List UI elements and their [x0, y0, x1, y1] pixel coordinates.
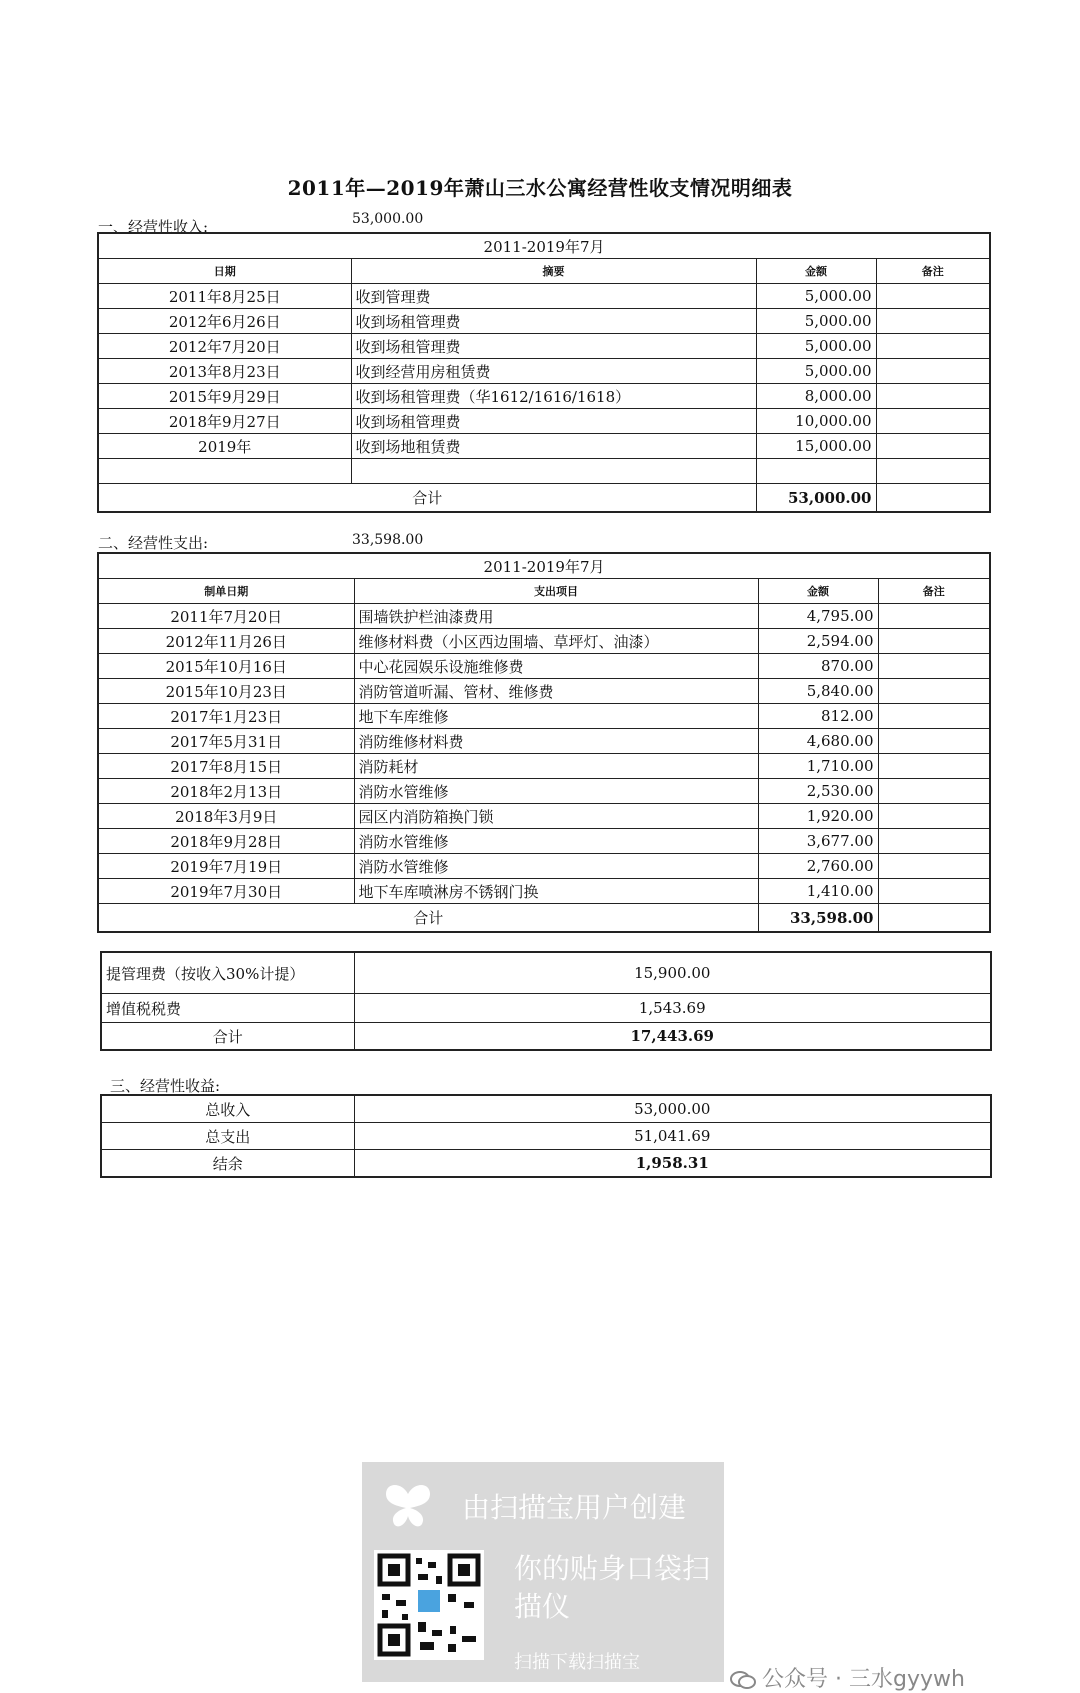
row-note [878, 704, 990, 729]
income-total-note [876, 484, 990, 513]
row-desc: 维修材料费（小区西边围墙、草坪灯、油漆） [354, 629, 758, 654]
row-desc: 消防耗材 [354, 754, 758, 779]
butterfly-icon [382, 1480, 434, 1532]
row-note [876, 334, 990, 359]
row-date: 2018年9月28日 [98, 829, 354, 854]
row-note [876, 359, 990, 384]
table-row [98, 284, 990, 309]
vat-amount: 1,543.69 [354, 994, 991, 1023]
row-desc: 地下车库喷淋房不锈钢门换 [354, 879, 758, 904]
row-amount: 5,000.00 [756, 309, 876, 334]
total-income-amount: 53,000.00 [354, 1095, 991, 1123]
watermark-line1: 由扫描宝用户创建 [462, 1491, 687, 1524]
row-date [98, 459, 351, 484]
table-row [98, 754, 990, 779]
row-note [878, 629, 990, 654]
expense-period: 2011-2019年7月 [98, 553, 990, 579]
row-desc: 围墙铁护栏油漆费用 [354, 604, 758, 629]
table-row [101, 1123, 991, 1150]
row-date: 2015年10月16日 [98, 654, 354, 679]
row-date: 2013年8月23日 [98, 359, 351, 384]
footer-text: 公众号 · 三水gyywh [762, 1667, 965, 1692]
expense-total-label: 合计 [98, 904, 758, 933]
profit-heading: 三、经营性收益: [110, 1077, 221, 1095]
table-row [101, 994, 991, 1023]
table-row [98, 409, 990, 434]
table-row [98, 384, 990, 409]
table-row [98, 309, 990, 334]
row-amount: 5,000.00 [756, 359, 876, 384]
row-amount: 8,000.00 [756, 384, 876, 409]
row-date: 2012年6月26日 [98, 309, 351, 334]
row-amount: 1,920.00 [758, 804, 878, 829]
row-note [876, 384, 990, 409]
row-amount: 5,000.00 [756, 284, 876, 309]
table-row [98, 654, 990, 679]
row-desc: 收到管理费 [351, 284, 756, 309]
row-desc: 地下车库维修 [354, 704, 758, 729]
row-desc: 收到场租管理费 [351, 409, 756, 434]
row-date: 2018年9月27日 [98, 409, 351, 434]
row-amount: 1,710.00 [758, 754, 878, 779]
wechat-footer [730, 1662, 965, 1693]
row-desc: 消防水管维修 [354, 829, 758, 854]
mgmt-fee-label: 提管理费（按收入30%计提） [101, 952, 354, 994]
income-total-label: 合计 [98, 484, 756, 513]
table-row [101, 952, 991, 994]
expense-header-amount: 金额 [758, 579, 878, 604]
row-note [878, 654, 990, 679]
row-note [876, 284, 990, 309]
row-date: 2017年8月15日 [98, 754, 354, 779]
row-note [878, 679, 990, 704]
row-note [878, 854, 990, 879]
row-date: 2015年9月29日 [98, 384, 351, 409]
row-desc: 消防维修材料费 [354, 729, 758, 754]
table-row [98, 334, 990, 359]
row-amount: 5,000.00 [756, 334, 876, 359]
table-row [98, 629, 990, 654]
row-date: 2018年3月9日 [98, 804, 354, 829]
row-amount [756, 459, 876, 484]
table-row [98, 779, 990, 804]
expense-amount: 33,598.00 [352, 532, 424, 548]
scanner-watermark [362, 1462, 724, 1682]
table-row [98, 459, 990, 484]
total-income-label: 总收入 [101, 1095, 354, 1123]
row-date: 2011年7月20日 [98, 604, 354, 629]
row-note [878, 779, 990, 804]
expense-header-date: 制单日期 [98, 579, 354, 604]
table-row [101, 1095, 991, 1123]
table-row [98, 804, 990, 829]
expense-header-note: 备注 [878, 579, 990, 604]
row-desc [351, 459, 756, 484]
table-row [98, 704, 990, 729]
total-expense-amount: 51,041.69 [354, 1123, 991, 1150]
table-row [98, 879, 990, 904]
expense-heading: 二、经营性支出: [98, 534, 209, 552]
table-row [98, 679, 990, 704]
row-desc: 收到场租管理费 [351, 309, 756, 334]
other-total-label: 合计 [101, 1023, 354, 1051]
row-desc: 园区内消防箱换门锁 [354, 804, 758, 829]
row-amount: 4,795.00 [758, 604, 878, 629]
expense-table [97, 552, 991, 933]
row-desc: 消防水管维修 [354, 779, 758, 804]
mgmt-fee-amount: 15,900.00 [354, 952, 991, 994]
row-desc: 收到场地租赁费 [351, 434, 756, 459]
other-expense-table [100, 951, 992, 1051]
row-note [878, 754, 990, 779]
row-date: 2017年5月31日 [98, 729, 354, 754]
balance-amount: 1,958.31 [354, 1150, 991, 1178]
expense-header-desc: 支出项目 [354, 579, 758, 604]
balance-label: 结余 [101, 1150, 354, 1178]
income-header-date: 日期 [98, 259, 351, 284]
table-row [98, 604, 990, 629]
expense-total: 33,598.00 [758, 904, 878, 933]
row-amount: 2,530.00 [758, 779, 878, 804]
other-total: 17,443.69 [354, 1023, 991, 1051]
income-amount: 53,000.00 [352, 211, 424, 227]
row-note [878, 804, 990, 829]
row-desc: 收到场租管理费 [351, 334, 756, 359]
row-desc: 消防水管维修 [354, 854, 758, 879]
row-date: 2018年2月13日 [98, 779, 354, 804]
row-date: 2019年 [98, 434, 351, 459]
table-row [98, 854, 990, 879]
row-date: 2017年1月23日 [98, 704, 354, 729]
row-amount: 2,760.00 [758, 854, 878, 879]
row-amount: 5,840.00 [758, 679, 878, 704]
income-total: 53,000.00 [756, 484, 876, 513]
row-date: 2015年10月23日 [98, 679, 354, 704]
row-date: 2011年8月25日 [98, 284, 351, 309]
table-row [98, 729, 990, 754]
row-note [878, 729, 990, 754]
total-expense-label: 总支出 [101, 1123, 354, 1150]
income-period: 2011-2019年7月 [98, 233, 990, 259]
row-desc: 收到经营用房租赁费 [351, 359, 756, 384]
row-amount: 10,000.00 [756, 409, 876, 434]
profit-table [100, 1094, 992, 1178]
row-amount: 870.00 [758, 654, 878, 679]
watermark-line3: 扫描下载扫描宝 [514, 1652, 640, 1673]
row-date: 2019年7月30日 [98, 879, 354, 904]
table-row [98, 434, 990, 459]
row-amount: 2,594.00 [758, 629, 878, 654]
row-date: 2012年11月26日 [98, 629, 354, 654]
row-desc: 中心花园娱乐设施维修费 [354, 654, 758, 679]
row-desc: 收到场租管理费（华1612/1616/1618） [351, 384, 756, 409]
row-date: 2012年7月20日 [98, 334, 351, 359]
row-note [878, 604, 990, 629]
income-header-note: 备注 [876, 259, 990, 284]
table-row [98, 359, 990, 384]
row-desc: 消防管道听漏、管材、维修费 [354, 679, 758, 704]
row-amount: 15,000.00 [756, 434, 876, 459]
watermark-line2: 你的贴身口袋扫描仪 [514, 1552, 711, 1623]
vat-label: 增值税税费 [101, 994, 354, 1023]
row-note [878, 879, 990, 904]
wechat-icon [730, 1670, 756, 1690]
page-title: 2011年—2019年萧山三水公寓经营性收支情况明细表 [287, 176, 793, 200]
row-note [878, 829, 990, 854]
row-date: 2019年7月19日 [98, 854, 354, 879]
income-header-desc: 摘要 [351, 259, 756, 284]
row-note [876, 434, 990, 459]
qr-code-icon [374, 1550, 484, 1660]
income-table [97, 232, 991, 513]
row-note [876, 459, 990, 484]
row-note [876, 409, 990, 434]
row-note [876, 309, 990, 334]
table-row [98, 829, 990, 854]
income-heading: 一、经营性收入: [98, 218, 209, 236]
row-amount: 812.00 [758, 704, 878, 729]
row-amount: 3,677.00 [758, 829, 878, 854]
row-amount: 1,410.00 [758, 879, 878, 904]
income-header-amount: 金额 [756, 259, 876, 284]
expense-total-note [878, 904, 990, 933]
row-amount: 4,680.00 [758, 729, 878, 754]
